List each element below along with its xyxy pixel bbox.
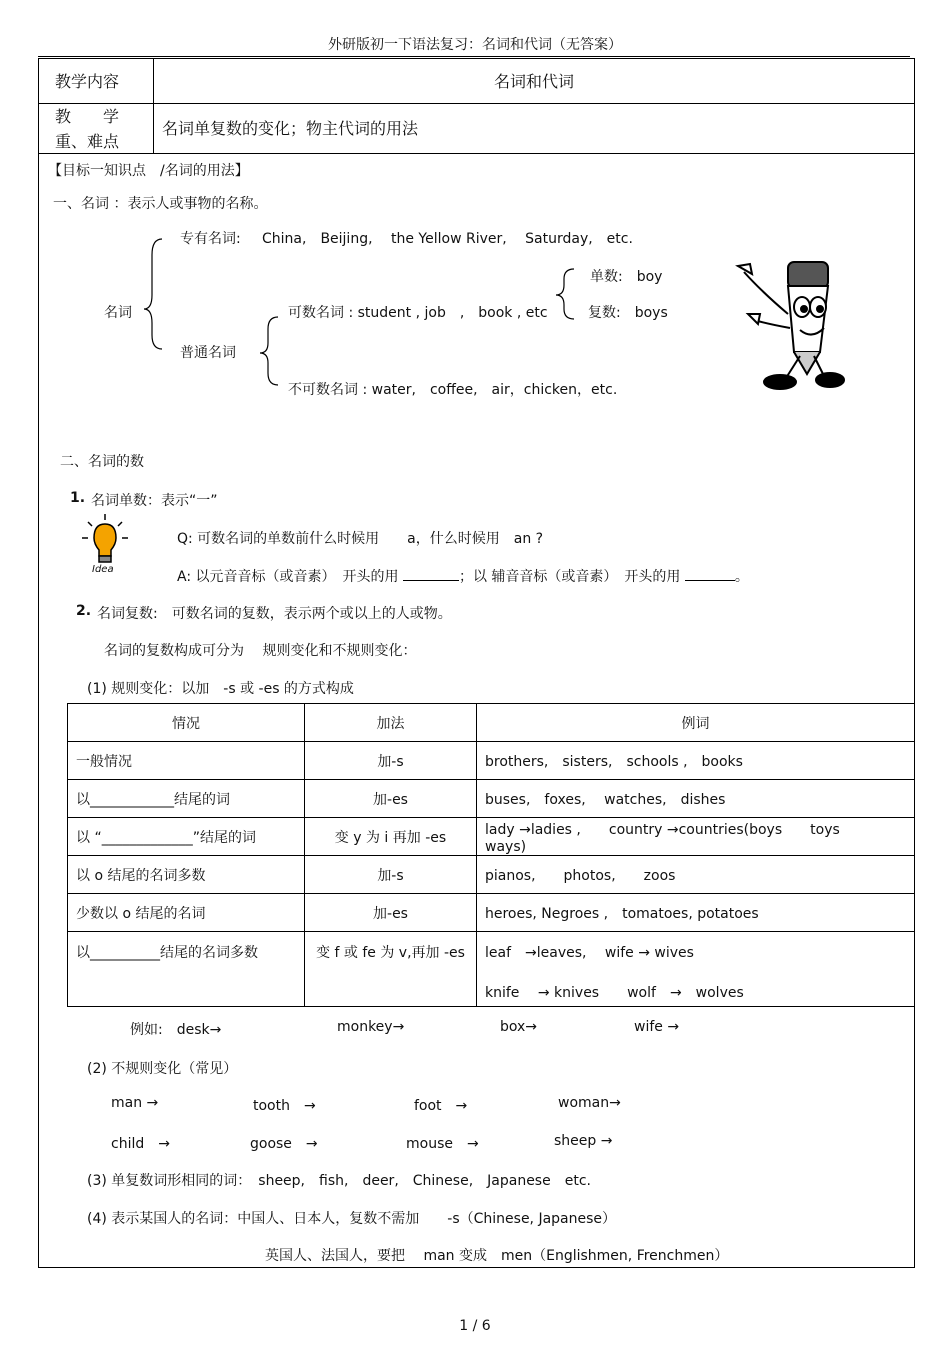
item2-title: 名词复数: 可数名词的复数，表示两个或以上的人或物。 [97,606,452,622]
table-row [68,818,915,856]
common-noun-label: 普通名词 [180,345,236,361]
nationality-rule-1: (4) 表示某国人的名词：中国人、日本人，复数不需加 -s（Chinese, Japanese） [87,1211,617,1227]
example-cell: heroes, Negroes , tomatoes, potatoes [477,894,915,932]
main-brace [144,239,162,349]
singular-label: 单数: boy [590,269,663,285]
example-cell [477,932,915,1007]
table-row [68,856,915,894]
same-form-words: (3) 单复数词形相同的词： sheep, fish, deer, Chinese, Japanese etc. [87,1173,591,1189]
proper-noun-examples: China, Beijing, the Yellow River, Saturday, etc. [262,231,633,247]
table-row [68,932,915,1007]
irregular-word: child → [111,1136,170,1152]
answer-mid: ；以 辅音音标（或音素） 开头的用 [458,569,681,585]
method-cell: 变 f 或 fe 为 v,再加 -es [305,932,477,1007]
header-rule [38,56,910,57]
table-header: 情况 [68,704,305,742]
irregular-word: tooth → [253,1098,316,1114]
example-cell: brothers, sisters, schools , books [477,742,915,780]
idea-label: Idea [92,564,114,575]
row-divider [38,153,915,154]
example-wife: wife → [634,1019,680,1035]
goal-heading: 【目标一知识点 /名词的用法】 [48,163,249,179]
answer-blank-1[interactable] [403,580,459,581]
page-number: 1 / 6 [459,1318,491,1334]
example-cell: lady →ladies , country →countries(boys toys ways) [477,818,915,856]
method-cell: 变 y 为 i 再加 -es [305,818,477,856]
table-header-row [68,704,915,742]
case-cell: 以 “_____________”结尾的词 [68,818,305,856]
irregular-word: goose → [250,1136,318,1152]
item1-number: 1. [70,490,86,506]
item2-description: 名词的复数构成可分为 规则变化和不规则变化： [104,643,417,659]
example-cell: pianos, photos, zoos [477,856,915,894]
table-header: 加法 [305,704,477,742]
section2-title: 二、名词的数 [60,454,144,470]
irregular-word: man → [111,1095,159,1111]
example-box: box→ [500,1019,538,1035]
uncountable-noun-label: 不可数名词 : water, coffee, air，chicken，etc. [288,382,618,398]
answer-prefix: A: 以元音音标（或音素） 开头的用 [177,569,399,585]
page-header: 外研版初一下语法复习：名词和代词（无答案） [328,37,622,53]
table-header: 例词 [477,704,915,742]
countable-brace [556,269,574,319]
irregular-title: (2) 不规则变化（常见） [87,1061,238,1077]
example-monkey: monkey→ [337,1019,405,1035]
example-desk: 例如: desk→ [130,1022,222,1038]
example-cell: buses, foxes, watches, dishes [477,780,915,818]
example-line: leaf →leaves, wife → wives [485,945,694,961]
content-label: 教学内容 [55,72,120,91]
row-divider [38,103,915,104]
item2-number: 2. [76,603,92,619]
table-row [68,780,915,818]
method-cell: 加-es [305,780,477,818]
content-value: 名词和代词 [493,72,574,91]
item1-title: 名词单数：表示“一” [91,493,218,509]
pencil-cartoon-icon [732,252,852,397]
noun-root-label: 名词 [104,305,132,321]
irregular-word: foot → [414,1098,468,1114]
countable-noun-label: 可数名词 : student , job , book , etc [288,305,548,321]
rule1-title: (1) 规则变化：以加 -s 或 -es 的方式构成 [87,681,354,697]
proper-noun-label: 专有名词: [180,231,241,247]
section1-title: 一、名词 ：表示人或事物的名称。 [53,196,268,212]
case-cell: 一般情况 [68,742,305,780]
case-cell: 以__________结尾的名词多数 [68,932,305,1007]
focus-label-line1: 教 学 [55,107,120,126]
method-cell: 加-s [305,742,477,780]
case-cell: 以 o 结尾的名词多数 [68,856,305,894]
case-cell: 以____________结尾的词 [68,780,305,818]
plural-rules-table [67,703,915,1007]
focus-label-line2: 重、难点 [55,132,120,151]
nationality-rule-2: 英国人、法国人，要把 man 变成 men（Englishmen, Frenchmen） [265,1248,729,1264]
answer-blank-2[interactable] [685,580,735,581]
case-cell: 少数以 o 结尾的名词 [68,894,305,932]
common-brace [260,317,278,385]
example-line: knife → knives wolf → wolves [485,985,744,1001]
question-text: Q: 可数名词的单数前什么时候用 a，什么时候用 an ? [177,531,544,547]
plural-label: 复数: boys [588,305,668,321]
focus-value: 名词单复数的变化；物主代词的用法 [162,119,419,138]
answer-line [177,566,749,586]
answer-suffix: 。 [734,569,749,585]
method-cell: 加-es [305,894,477,932]
table-row [68,894,915,932]
irregular-word: woman→ [558,1095,621,1111]
irregular-word: mouse → [406,1136,479,1152]
method-cell: 加-s [305,856,477,894]
irregular-word: sheep → [554,1133,613,1149]
table-row [68,742,915,780]
